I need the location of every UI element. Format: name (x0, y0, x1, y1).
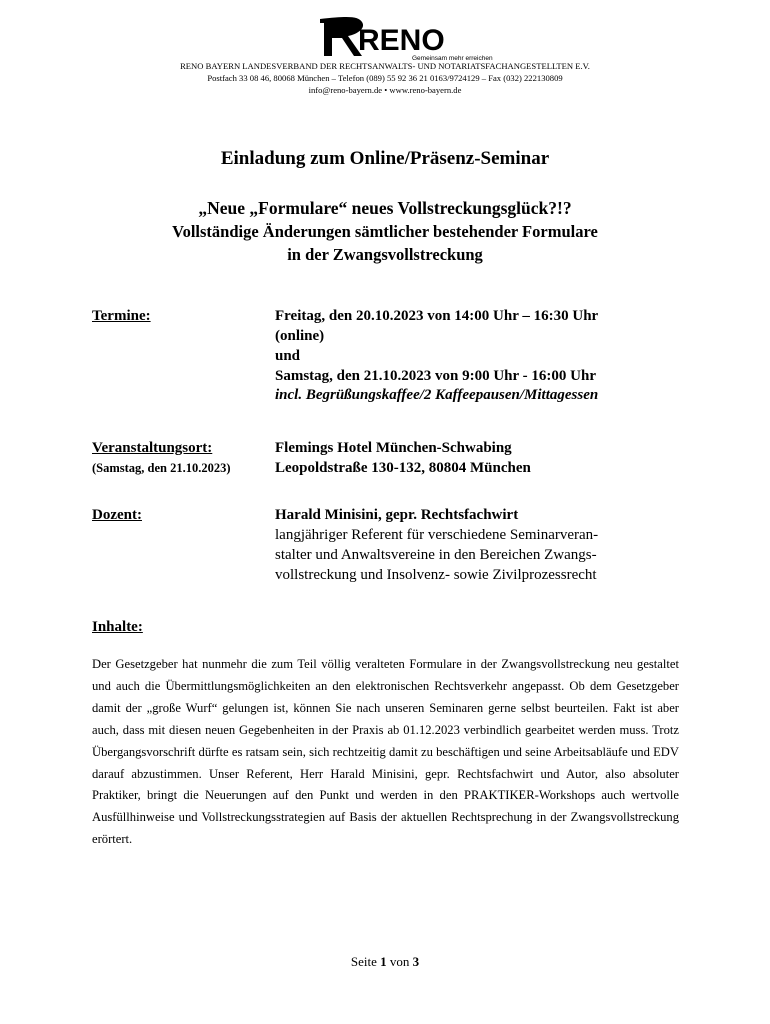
reno-logo (318, 16, 493, 62)
logo-wordmark: RENO (358, 24, 445, 57)
termine-label: Termine: (92, 308, 151, 324)
termine-line-2: (online) (275, 328, 325, 344)
logo-tagline: Gemeinsam mehr erreichen (412, 55, 493, 62)
ort-line-2: Leopoldstraße 130-132, 80804 München (275, 460, 531, 476)
dozent-desc-1: langjähriger Referent für verschiedene Seminarveran- (275, 527, 599, 543)
logo-swoosh (320, 17, 363, 56)
footer-prefix: Seite (350, 954, 377, 969)
inhalte-text: Der Gesetzgeber hat nunmehr die zum Teil völlig veralteten Formulare in der Zwangsvollstreckung neu gestaltet und auch die Übermittlungsmöglichkeiten an den elektronischen Rechtsverkehr angepasst. Ob dem Gesetzgeber damit der „große Wurf“ gelungen ist, können Sie nach unseren Seminaren gerne selbst beurteilen. Fakt ist aber auch, dass mit diesen neuen Gegebenheiten in der Praxis ab 01.12.2023 verbindlich gearbeitet werden muss. Trotz Übergangsvorschrift dürfte es ratsam sein, sich rechtzeitig damit zu beschäftigen und seine Arbeitsabläufe und EDV darauf abzustimmen. Unser Referent, Herr Harald Minisini, gepr. Rechtsfachwirt und Autor, also absoluter Praktiker, bringt die Neuerungen auf den Punkt und werden in den PRAKTIKER-Workshops auch wertvolle Ausfüllhinweise und Vollstreckungsstrategien auf Basis der aktuellen Rechtsprechung in der Zwangsvollstreckung erörtert. (92, 657, 679, 847)
dozent-label: Dozent: (92, 507, 142, 523)
termine-note: incl. Begrüßungskaffee/2 Kaffeepausen/Mittagessen (275, 387, 599, 403)
letterhead-contact: Postfach 33 08 46, 80068 München – Telefon (089) 55 92 36 21 0163/9724129 – Fax (032) 222130809 (207, 73, 563, 83)
termine-line-4: Samstag, den 21.10.2023 von 9:00 Uhr - 16:00 Uhr (275, 368, 596, 384)
ort-label: Veranstaltungsort: (92, 440, 213, 456)
document-title: Einladung zum Online/Präsenz-Seminar (220, 148, 550, 169)
termine-line-1: Freitag, den 20.10.2023 von 14:00 Uhr – 16:30 Uhr (275, 308, 599, 324)
dozent-desc-2: stalter und Anwaltsvereine in den Bereichen Zwangs- (275, 547, 597, 563)
letterhead-web: info@reno-bayern.de • www.reno-bayern.de (308, 85, 462, 95)
subtitle-line-3: in der Zwangsvollstreckung (287, 245, 483, 264)
dozent-heading (275, 505, 518, 525)
inhalte-label: Inhalte: (92, 619, 143, 635)
footer-sep: von (389, 954, 410, 969)
ort-line-1: Flemings Hotel München-Schwabing (275, 440, 512, 456)
subtitle-line-2: Vollständige Änderungen sämtlicher bestehender Formulare (172, 222, 598, 241)
subtitle-line-1: „Neue „Formulare“ neues Vollstreckungsglück?!? (198, 198, 572, 218)
page-footer (0, 954, 770, 970)
footer-page: 1 (380, 954, 387, 969)
dozent-name: Harald Minisini (275, 507, 378, 523)
footer-total: 3 (412, 954, 420, 969)
ort-sublabel: (Samstag, den 21.10.2023) (92, 461, 231, 475)
dozent-desc-3: vollstreckung und Insolvenz- sowie Zivilprozessrecht (275, 567, 597, 583)
termine-line-3: und (275, 348, 301, 364)
dozent-title: , gepr. Rechtsfachwirt (377, 507, 519, 523)
letterhead-org: RENO BAYERN LANDESVERBAND DER RECHTSANWALTS- UND NOTARIATSFACHANGESTELLTEN E.V. (180, 61, 590, 71)
